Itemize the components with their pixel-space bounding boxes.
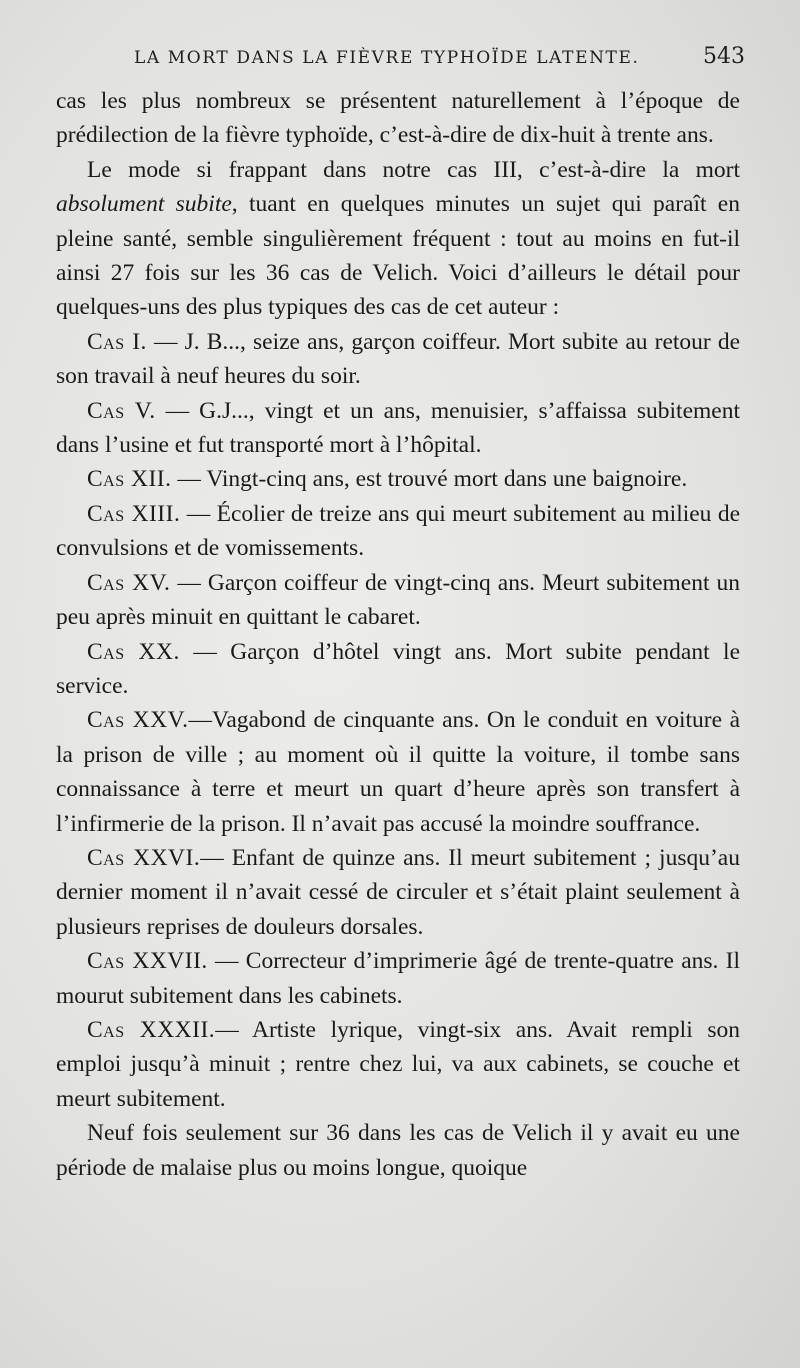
case-text: —Vagabond de cinquante ans. On le conduit en voiture à la prison de ville ; au moment où il quitte la voiture, il tombe sans connaissance à terre et meurt un quart d’heure après son transfert à l’infirmerie de la prison. Il n’avait pas accusé la moindre souffrance. (56, 707, 740, 837)
case-entry (56, 944, 740, 1013)
case-entry (56, 325, 740, 394)
case-text: — Correcteur d’imprimerie âgé de trente-quatre ans. Il mourut subitement dans les cabinets. (56, 948, 740, 1009)
case-label: Cas XX. (87, 638, 180, 665)
page-body (56, 84, 740, 1185)
emphasis-absolutely-sudden: absolument subite (56, 191, 232, 218)
case-label: Cas XV. (87, 569, 171, 596)
case-entry (56, 841, 740, 944)
running-title: LA MORT DANS LA FIÈVRE TYPHOÏDE LATENTE. (134, 48, 640, 68)
case-entry (56, 1013, 740, 1116)
case-entry (56, 635, 740, 704)
paragraph-closing: Neuf fois seulement sur 36 dans les cas de Velich il y avait eu une période de malaise plus ou moins longue, quoique (56, 1120, 740, 1181)
case-text: — Garçon coiffeur de vingt-cinq ans. Meurt subitement un peu après minuit en quittant le cabaret. (56, 569, 740, 631)
page-header (0, 44, 800, 78)
case-label: Cas XXVI. (87, 844, 201, 871)
paragraph-sudden-death (56, 153, 740, 325)
case-entry (56, 703, 740, 841)
case-text: — Écolier de treize ans qui meurt subitement au milieu de convulsions et de vomissements. (56, 500, 741, 562)
case-entry (56, 566, 740, 635)
case-entry (56, 462, 740, 496)
page-number: 543 (703, 44, 745, 69)
case-label: Cas XII. (87, 466, 172, 493)
case-text: — Vingt-cinq ans, est trouvé mort dans une baignoire. (171, 466, 688, 493)
case-label: Cas XIII. (87, 500, 181, 527)
case-text: — J. B..., seize ans, garçon coiffeur. Mort subite au retour de son travail à neuf heures du soir. (56, 328, 741, 390)
case-entry (56, 497, 740, 566)
case-text: — G.J..., vingt et un ans, menuisier, s’affaissa subitement dans l’usine et fut transporté mort à l’hôpital. (56, 397, 740, 459)
case-text: — Enfant de quinze ans. Il meurt subitement ; jusqu’au dernier moment il n’avait cessé de circuler et s’était plaint seulement à plusieurs reprises de douleurs dorsales. (56, 844, 740, 940)
case-label: Cas I. (87, 328, 147, 355)
case-text: — Artiste lyrique, vingt-six ans. Avait rempli son emploi jusqu’à minuit ; rentre chez lui, va aux cabinets, se couche et meurt subitement. (56, 1016, 740, 1112)
case-label: Cas XXXII. (87, 1016, 216, 1043)
case-label: Cas XXV. (87, 707, 189, 734)
paragraph-text: Le mode si frappant dans notre cas III, c’est-à-dire la mort (87, 156, 740, 183)
paragraph-text: , tuant en quelques minutes un sujet qui paraît en pleine santé, semble singulièrement fréquent : tout au moins en fut-il ainsi 27 fois sur les 36 cas de Velich. Voici d’ailleurs le détail pour quelques-uns des plus typiques des cas de cet auteur : (56, 191, 740, 321)
case-text: — Garçon d’hôtel vingt ans. Mort subite pendant le service. (56, 638, 740, 699)
case-label: Cas XXVII. (87, 948, 208, 975)
case-label: Cas V. (87, 397, 156, 424)
paragraph-continuation: cas les plus nombreux se présentent naturellement à l’époque de prédilection de la fièvre typhoïde, c’est-à-dire de dix-huit à trente ans. (56, 88, 740, 149)
case-entry (56, 394, 740, 463)
